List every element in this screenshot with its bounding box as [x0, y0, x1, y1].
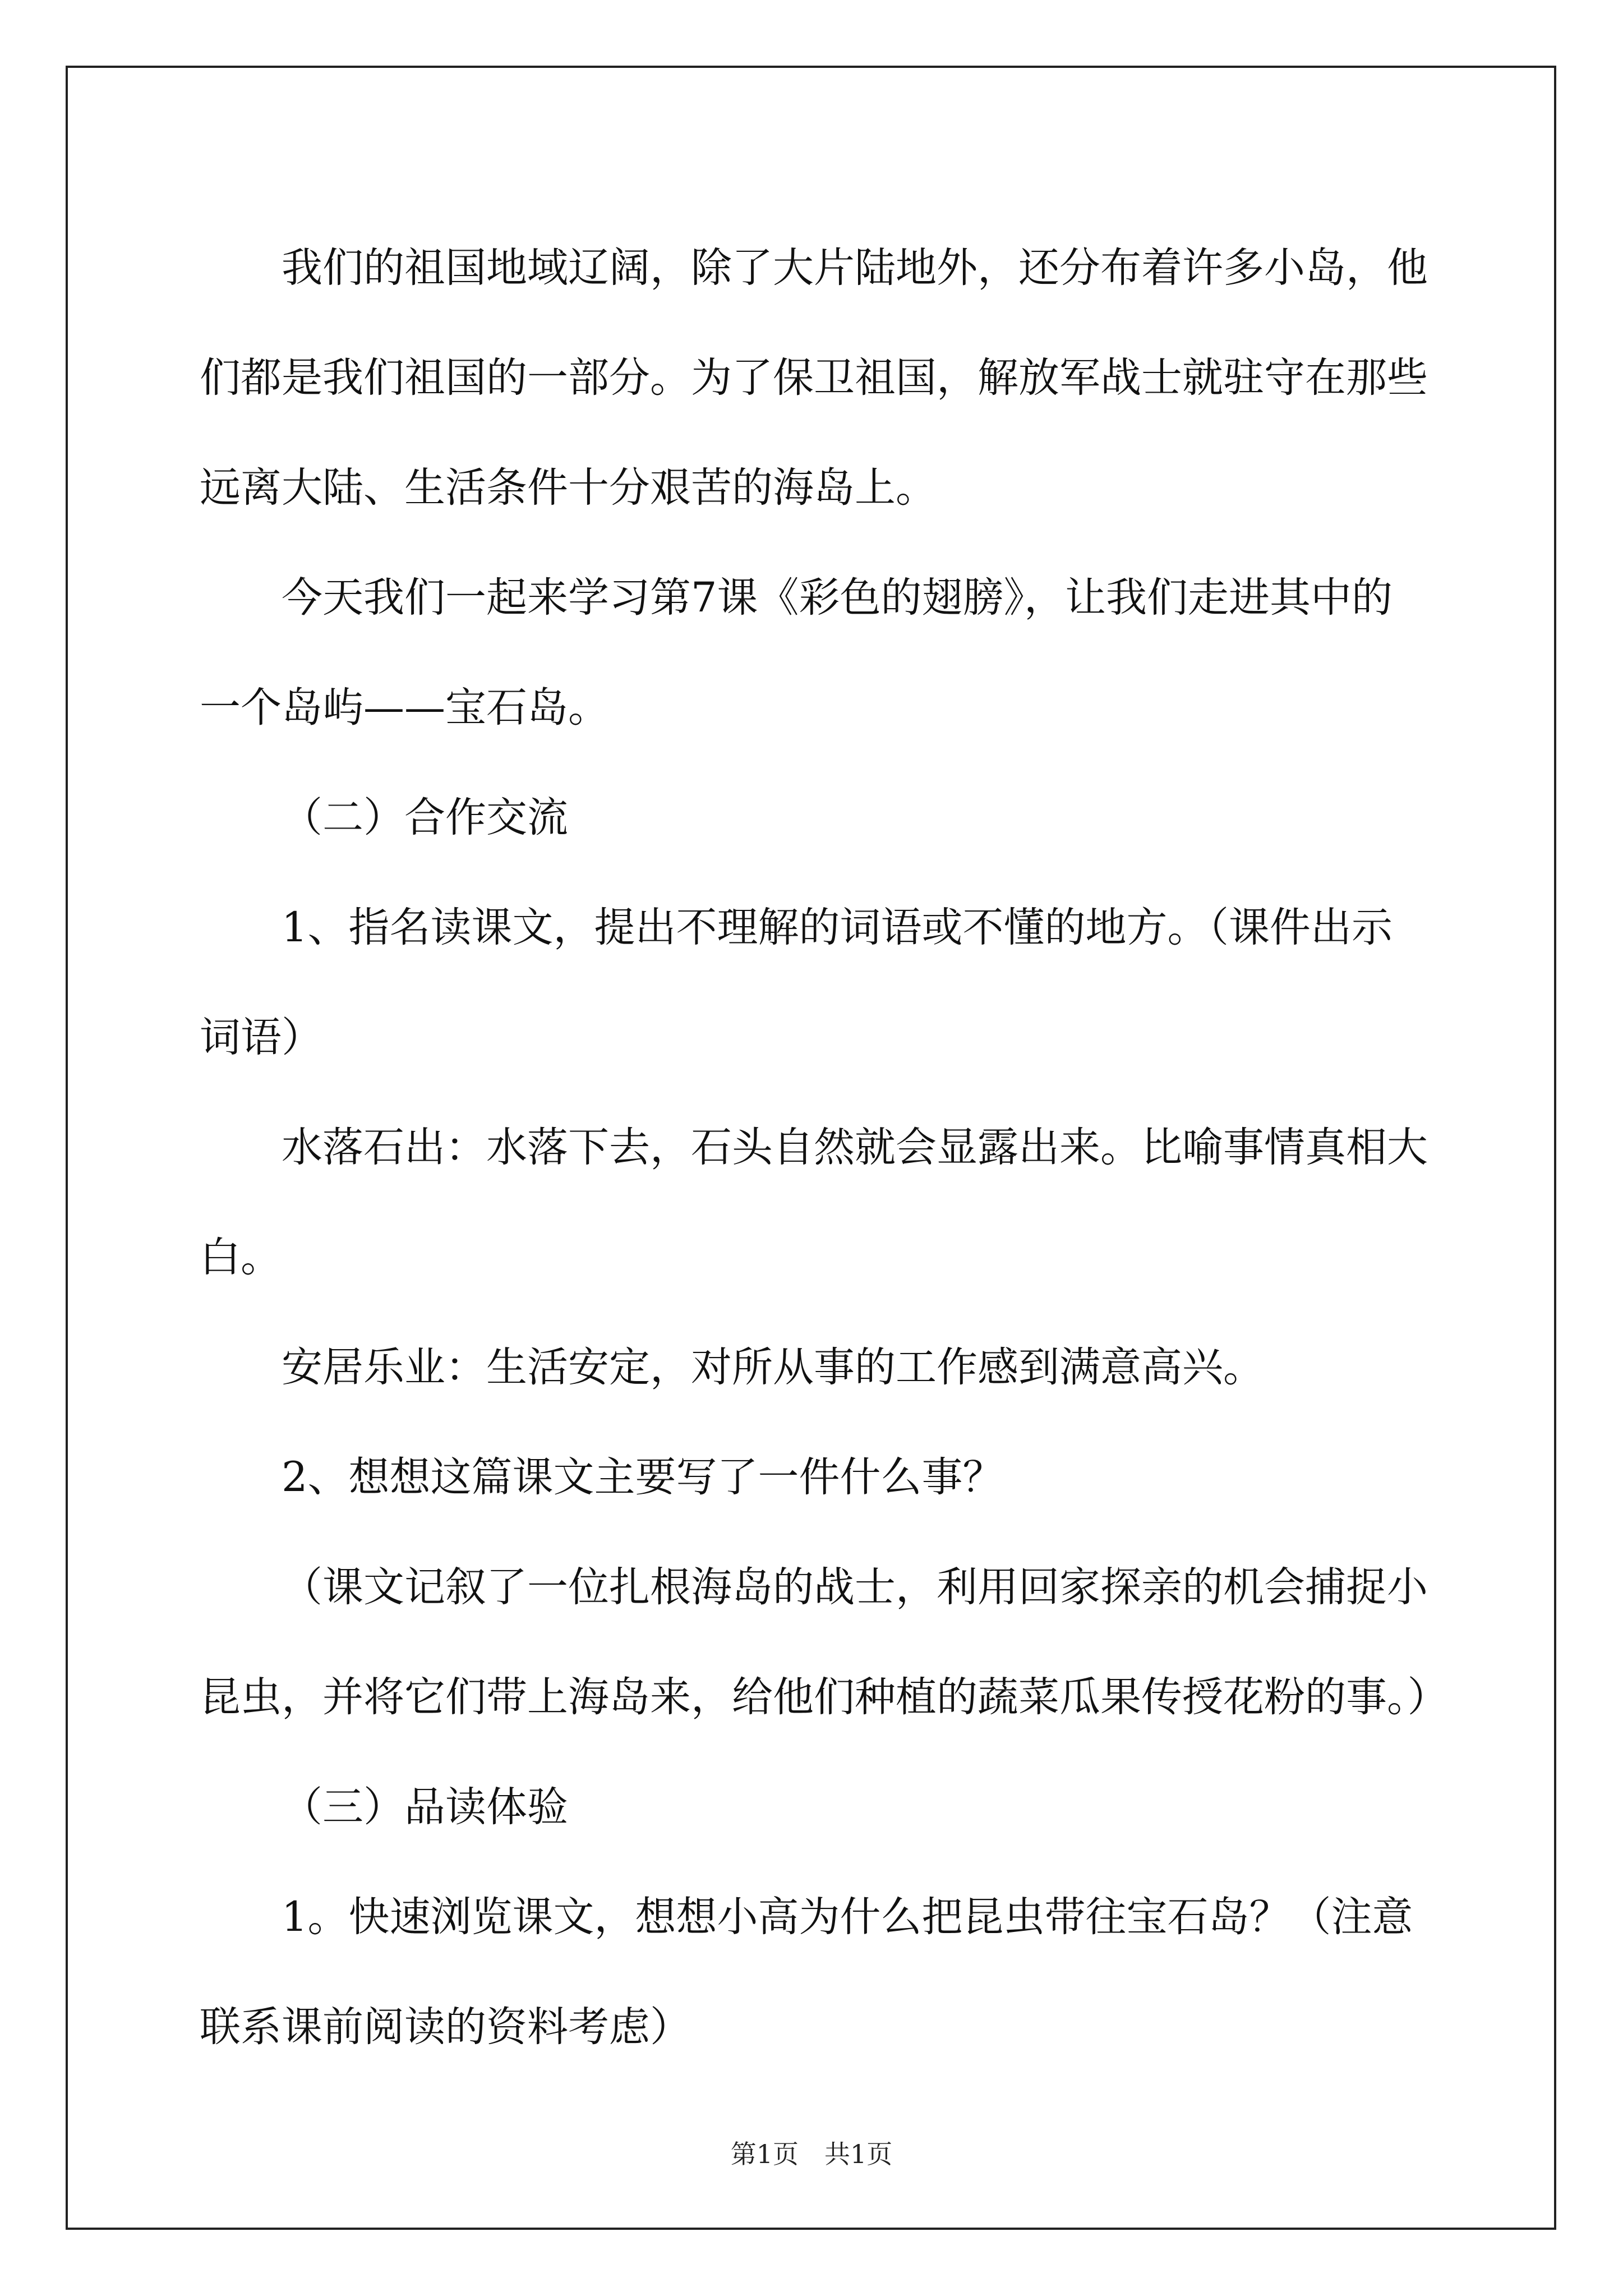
paragraph-intro: 我们的祖国地域辽阔，除了大片陆地外，还分布着许多小岛，他们都是我们祖国的一部分。为了保卫祖国，解放军战士就驻守在那些远离大陆、生活条件十分艰苦的海岛上。 [200, 244, 1428, 512]
document-body [200, 213, 1449, 2082]
paragraph-definition-1: 水落石出：水落下去，石头自然就会显露出来。比喻事情真相大白。 [200, 1124, 1428, 1281]
section-heading-cooperation: （二）合作交流 [282, 794, 568, 841]
paragraph-step-1: 1、指名读课文，提出不理解的词语或不懂的地方。（课件出示词语） [200, 904, 1393, 1061]
paragraph-lesson-intro: 今天我们一起来学习第7课《彩色的翅膀》，让我们走进其中的一个岛屿——宝石岛。 [200, 574, 1393, 731]
paragraph-step-2: 2、想想这篇课文主要写了一件什么事？ [282, 1453, 1004, 1501]
paragraph-definition-2: 安居乐业：生活安定，对所从事的工作感到满意高兴。 [282, 1343, 1264, 1391]
section-heading-reading: （三）品读体验 [282, 1783, 568, 1831]
page-footer: 第1页 共1页 [730, 2139, 893, 2169]
paragraph-answer: （课文记叙了一位扎根海岛的战士，利用回家探亲的机会捕捉小昆虫，并将它们带上海岛来，给他们种植的蔬菜瓜果传授花粉的事。） [200, 1563, 1449, 1721]
paragraph-step-3: 1。快速浏览课文，想想小高为什么把昆虫带往宝石岛？（注意联系课前阅读的资料考虑） [200, 1893, 1413, 2051]
